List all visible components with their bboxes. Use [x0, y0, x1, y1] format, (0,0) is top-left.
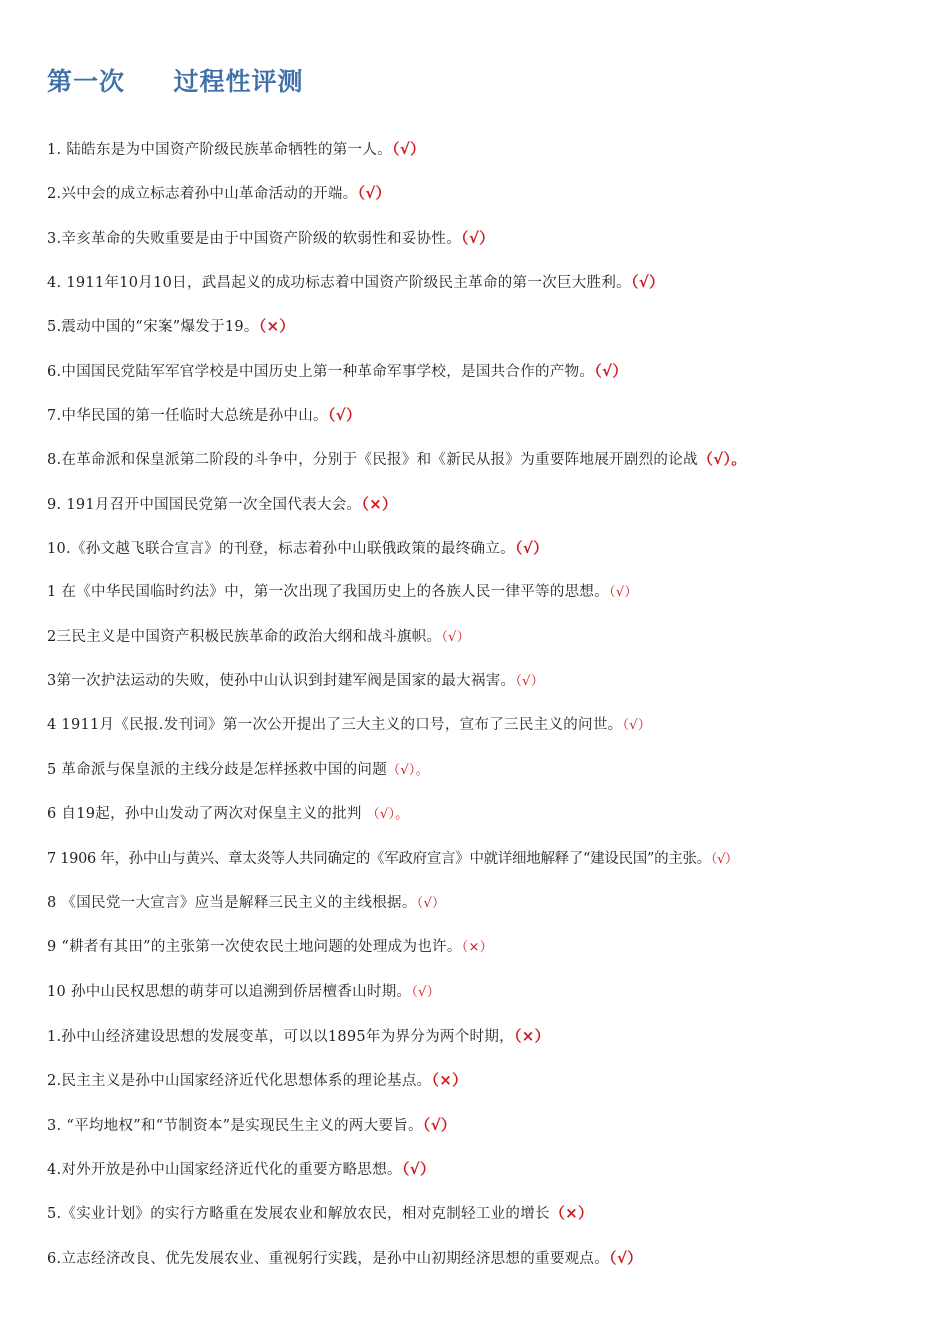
question-item — [47, 402, 942, 446]
answer-mark: （×） — [461, 940, 493, 956]
question-text: 4.对外开放是孙中山国家经济近代化的重要方略思想。 — [47, 1161, 402, 1178]
question-text: 10.《孙文越飞联合宣言》的刊登，标志着孙中山联俄政策的最终确立。 — [47, 541, 515, 558]
question-text: 9 “耕者有其田”的主张第一次使农民土地问题的处理成为也许。 — [47, 939, 462, 956]
answer-mark: （√） — [327, 406, 362, 425]
question-text: 7.中华民国的第一任临时大总统是孙中山。 — [47, 408, 328, 425]
question-item — [47, 712, 942, 756]
question-item — [47, 1200, 942, 1244]
question-item — [47, 225, 942, 269]
question-text: 6 自19起，孙中山发动了两次对保皇主义的批判 — [47, 806, 367, 823]
question-item — [47, 1112, 942, 1156]
answer-mark: （√） — [401, 1159, 436, 1178]
answer-mark: （√）。 — [366, 807, 409, 823]
question-item — [47, 313, 942, 357]
question-text: 2.兴中会的成立标志着孙中山革命活动的开端。 — [47, 186, 358, 203]
question-item — [47, 136, 942, 180]
answer-mark: （√） — [609, 1248, 643, 1267]
answer-mark: （√） — [357, 184, 391, 203]
answer-mark: （√） — [411, 984, 441, 1000]
question-item — [47, 535, 942, 579]
question-text: 4 1911月《民报.发刊词》第一次公开提出了三大主义的口号，宣布了三民主义的问世。 — [47, 717, 623, 734]
question-text: 5 革命派与保皇派的主线分歧是怎样拯救中国的问题 — [47, 761, 388, 778]
question-text: 3第一次护法运动的失败，使孙中山认识到封建军阀是国家的最大祸害。 — [47, 673, 516, 690]
answer-mark: （×） — [513, 1026, 550, 1045]
question-text: 5.震动中国的“宋案”爆发于19。 — [47, 319, 259, 336]
answer-mark: （×） — [549, 1204, 594, 1223]
answer-mark: （√） — [422, 1115, 457, 1134]
question-text: 2.民主主义是孙中山国家经济近代化思想体系的理论基点。 — [47, 1073, 432, 1090]
question-item — [47, 180, 942, 224]
question-text: 2三民主义是中国资产积极民族革命的政治大纲和战斗旗帜。 — [47, 628, 442, 645]
answer-mark: （√）。 — [697, 450, 747, 469]
answer-mark: （√） — [441, 629, 471, 645]
answer-mark: （√） — [630, 273, 665, 292]
answer-mark: （√） — [391, 140, 426, 158]
page-title: 第一次 过程性评测 — [47, 67, 304, 96]
question-item — [47, 446, 942, 490]
question-item — [47, 757, 942, 801]
answer-mark: （√） — [515, 674, 545, 690]
question-item — [47, 846, 942, 890]
answer-mark: （√）。 — [387, 762, 430, 778]
question-item — [47, 1245, 942, 1289]
answer-mark: （√） — [416, 895, 446, 911]
question-item — [47, 1156, 942, 1200]
question-item — [47, 890, 942, 934]
question-item — [47, 1067, 942, 1111]
question-text: 10 孙中山民权思想的萌芽可以追溯到侨居檀香山时期。 — [47, 983, 412, 1000]
answer-mark: （×） — [431, 1071, 468, 1090]
question-item — [47, 801, 942, 845]
question-text: 7 1906 年，孙中山与黄兴、章太炎等人共同确定的《军政府宣言》中就详细地解释了“建设民国”的主张。 — [47, 850, 711, 867]
question-text: 3. “平均地权”和“节制资本”是实现民生主义的两大要旨。 — [47, 1117, 423, 1134]
question-item — [47, 491, 942, 535]
question-text: 6.立志经济改良、优先发展农业、重视躬行实践，是孙中山初期经济思想的重要观点。 — [47, 1250, 610, 1267]
question-item — [47, 668, 942, 712]
question-list — [47, 136, 942, 1289]
question-text: 4. 1911年10月10日，武昌起义的成功标志着中国资产阶级民主革命的第一次巨大胜利。 — [47, 275, 631, 292]
answer-mark: （√） — [594, 361, 628, 380]
question-text: 5.《实业计划》的实行方略重在发展农业和解放农民，相对克制轻工业的增长 — [47, 1206, 550, 1223]
answer-mark: （√） — [710, 851, 738, 867]
question-item — [47, 1023, 942, 1067]
question-item — [47, 579, 942, 623]
answer-mark: （√） — [514, 539, 549, 558]
answer-mark: （√） — [609, 585, 638, 601]
question-text: 1. 陆皓东是为中国资产阶级民族革命牺牲的第一人。 — [47, 142, 392, 158]
answer-mark: （√） — [461, 228, 495, 247]
question-item — [47, 934, 942, 978]
answer-mark: （×） — [361, 494, 398, 513]
question-item — [47, 358, 942, 402]
question-text: 6.中国国民党陆军军官学校是中国历史上第一种革命军事学校，是国共合作的产物。 — [47, 363, 595, 380]
question-text: 1.孙中山经济建设思想的发展变革，可以以1895年为界分为两个时期， — [47, 1028, 514, 1045]
question-text: 8.在革命派和保皇派第二阶段的斗争中，分别于《民报》和《新民从报》为重要阵地展开剧烈的论战 — [47, 452, 698, 469]
answer-mark: （×） — [258, 317, 295, 336]
question-text: 9. 191月召开中国国民党第一次全国代表大会。 — [47, 496, 362, 513]
answer-mark: （√） — [622, 718, 652, 734]
question-item — [47, 624, 942, 668]
question-text: 1 在《中华民国临时约法》中，第一次出现了我国历史上的各族人民一律平等的思想。 — [47, 584, 610, 601]
question-text: 3.辛亥革命的失败重要是由于中国资产阶级的软弱性和妥协性。 — [47, 230, 462, 247]
question-item — [47, 269, 942, 313]
question-item — [47, 979, 942, 1023]
question-text: 8 《国民党一大宣言》应当是解释三民主义的主线根据。 — [47, 894, 417, 911]
